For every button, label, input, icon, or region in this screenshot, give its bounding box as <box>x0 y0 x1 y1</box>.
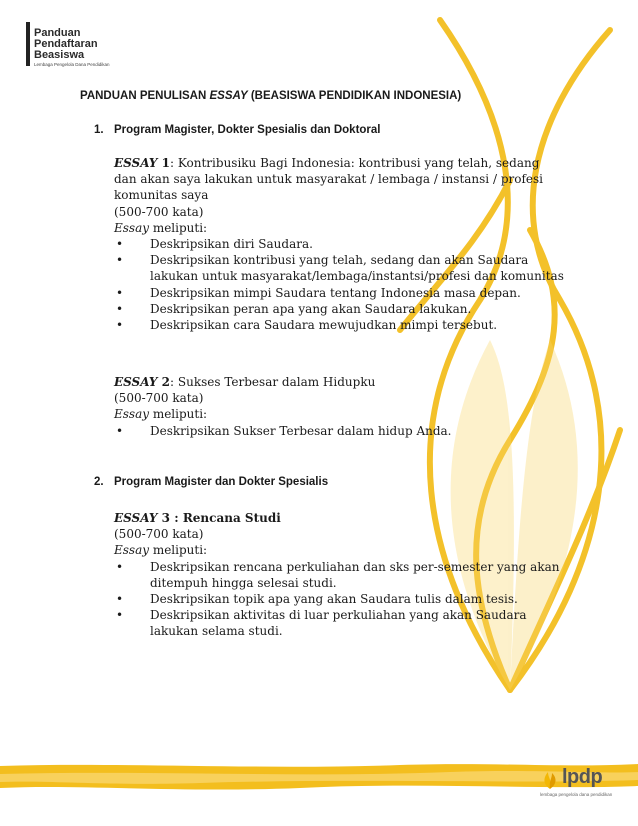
logo-line-3: Beasiswa <box>34 49 85 61</box>
section-1-title: Program Magister, Dokter Spesialis dan Doktoral <box>114 124 381 136</box>
bullet-icon: • <box>116 253 124 268</box>
essay-3-title <box>114 510 564 526</box>
essay-1-number: 1 <box>157 156 171 170</box>
essay-3-number: 3 <box>157 511 171 525</box>
bullet-text: Deskripsikan mimpi Saudara tentang Indonesia masa depan. <box>150 285 521 300</box>
document-title <box>80 90 461 102</box>
essay-3-block <box>114 510 564 640</box>
bullet-text: Deskripsikan diri Saudara. <box>150 237 313 252</box>
lpdp-flame-icon <box>540 770 560 790</box>
essay-3-meliputi <box>114 542 564 558</box>
title-italic: ESSAY <box>209 90 248 102</box>
panduan-logo <box>26 22 146 72</box>
bullet-text: Deskripsikan cara Saudara mewujudkan mimpi tersebut. <box>150 318 498 333</box>
essay-1-bullets <box>114 236 564 333</box>
essay-1-meliputi <box>114 220 564 236</box>
essay-2-number: 2 <box>157 375 171 389</box>
bullet-text: Deskripsikan rencana perkuliahan dan sks per-semester yang akan ditempuh hingga selesai studi. <box>150 559 560 590</box>
logo-line-2: Pendaftaran <box>34 38 98 50</box>
essay-2-block <box>114 374 564 439</box>
essay-3-bullets <box>114 559 564 640</box>
logo-bar <box>26 22 30 66</box>
bullet-icon: • <box>116 318 124 333</box>
bullet-text: Deskripsikan peran apa yang akan Saudara lakukan. <box>150 301 472 316</box>
essay-3-label: ESSAY <box>114 511 158 525</box>
essay-3-meliputi-rest: meliputi: <box>149 543 208 558</box>
essay-2-word-count: (500-700 kata) <box>114 391 204 406</box>
essay-1-label: ESSAY <box>114 156 158 170</box>
essay-2-title-text: : Sukses Terbesar dalam Hidupku <box>170 375 376 389</box>
essay-2-meliputi-italic: Essay <box>114 407 150 422</box>
list-item <box>114 252 564 284</box>
logo-subtitle: Lembaga Pengelola Dana Pendidikan <box>34 62 110 67</box>
list-item <box>114 236 564 252</box>
bullet-text: Deskripsikan kontribusi yang telah, sedang dan akan Saudara lakukan untuk masyarakat/lembaga/instantsi/profesi dan komunitas <box>150 253 564 284</box>
essay-2-title <box>114 374 564 390</box>
list-item <box>114 317 564 333</box>
section-1-number: 1. <box>94 124 104 136</box>
bullet-icon: • <box>116 285 124 300</box>
logo-line-1: Panduan <box>34 27 81 39</box>
essay-1-meliputi-rest: meliputi: <box>149 220 208 235</box>
bullet-icon: • <box>116 423 124 438</box>
bullet-icon: • <box>116 301 124 316</box>
bullet-icon: • <box>116 237 124 252</box>
bullet-text: Deskripsikan aktivitas di luar perkuliahan yang akan Saudara lakukan selama studi. <box>150 608 527 639</box>
essay-1-title <box>114 155 564 204</box>
title-prefix: PANDUAN PENULISAN <box>80 90 210 102</box>
essay-1-block <box>114 155 564 333</box>
lpdp-logo <box>538 766 630 800</box>
essay-3-meliputi-italic: Essay <box>114 543 150 558</box>
bullet-icon: • <box>116 559 124 574</box>
bullet-icon: • <box>116 592 124 607</box>
bullet-text: Deskripsikan topik apa yang akan Saudara tulis dalam tesis. <box>150 592 518 607</box>
essay-2-label: ESSAY <box>114 375 158 389</box>
essay-2-meliputi <box>114 406 564 422</box>
essay-1-meliputi-italic: Essay <box>114 220 150 235</box>
section-2-heading <box>94 476 328 488</box>
bullet-icon: • <box>116 608 124 623</box>
list-item <box>114 285 564 301</box>
list-item <box>114 607 564 639</box>
essay-3-title-text: : Rencana Studi <box>170 511 281 525</box>
essay-1-word-count: (500-700 kata) <box>114 204 204 219</box>
essay-1-title-text: : Kontribusiku Bagi Indonesia: kontribusi yang telah, sedang dan akan saya lakukan untuk masyarakat / lembaga / instansi / profesi komunitas saya <box>114 156 543 203</box>
list-item <box>114 591 564 607</box>
title-suffix: (BEASISWA PENDIDIKAN INDONESIA) <box>247 90 462 102</box>
section-2-number: 2. <box>94 476 104 488</box>
section-2-title: Program Magister dan Dokter Spesialis <box>114 476 329 488</box>
list-item <box>114 301 564 317</box>
bullet-text: Deskripsikan Sukser Terbesar dalam hidup Anda. <box>150 423 452 438</box>
essay-3-word-count: (500-700 kata) <box>114 527 204 542</box>
essay-2-bullets <box>114 423 564 439</box>
section-1-heading <box>94 124 381 136</box>
essay-2-meliputi-rest: meliputi: <box>149 407 208 422</box>
list-item <box>114 423 564 439</box>
lpdp-subtitle: lembaga pengelola dana pendidikan <box>540 792 613 797</box>
list-item <box>114 559 564 591</box>
lpdp-wordmark: lpdp <box>562 766 603 788</box>
